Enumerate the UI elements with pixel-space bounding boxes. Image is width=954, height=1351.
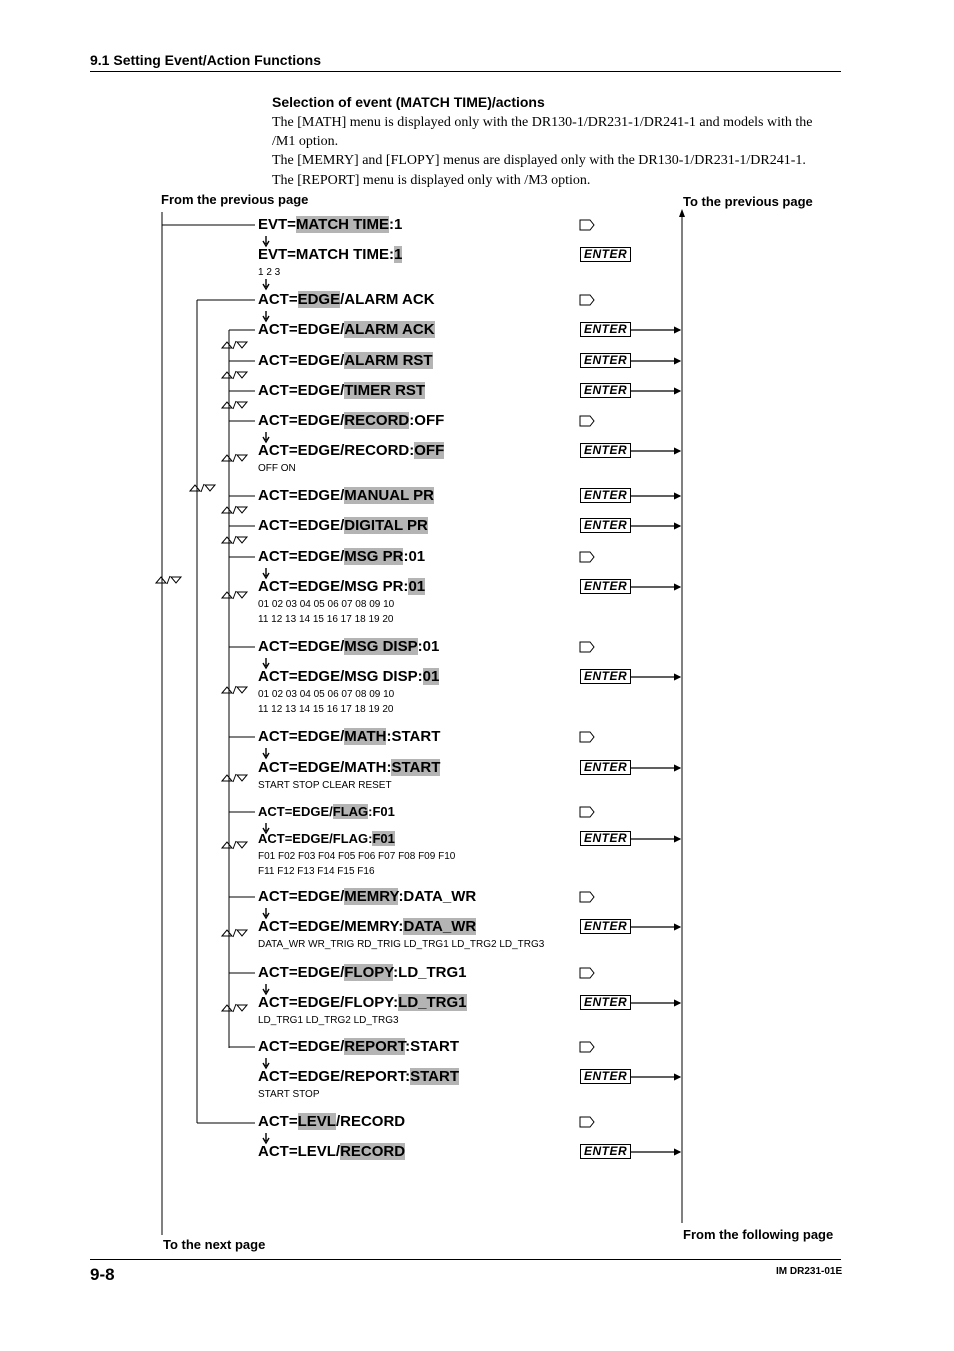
option-list: 1 2 3 [258, 267, 281, 278]
row-highlight: DIGITAL PR [344, 517, 428, 534]
row-prefix: ACT=EDGE/ [258, 487, 345, 504]
row-highlight: OFF [414, 442, 445, 459]
flow-row [258, 918, 476, 936]
up-key-icon [222, 455, 232, 461]
option-list: 11 12 13 14 15 16 17 18 19 20 [258, 704, 394, 715]
up-key-icon [222, 342, 232, 348]
down-key-icon [237, 842, 247, 848]
down-arrow [263, 1058, 269, 1068]
arrow-key-icon [580, 552, 594, 562]
flow-row [258, 1143, 405, 1161]
enter-key-icon: ENTER [580, 760, 631, 775]
from-following-page-label: From the following page [683, 1227, 834, 1242]
footer-rule [90, 1259, 841, 1260]
row-prefix: ACT=EDGE/ [258, 517, 345, 534]
row-highlight: START [391, 759, 441, 776]
row-suffix: /RECORD [335, 1113, 406, 1130]
flow-row [258, 352, 433, 370]
intro-paragraph-2: The [MEMRY] and [FLOPY] menus are displayed only with the DR130-1/DR231-1/DR241-1. [272, 153, 806, 168]
row-highlight: FLOPY [344, 964, 394, 981]
row-suffix: :OFF [409, 412, 445, 429]
row-highlight: MSG PR [344, 548, 404, 565]
row-highlight: LEVL [297, 1113, 336, 1130]
flow-row [258, 668, 439, 686]
down-arrow [263, 311, 269, 321]
up-key-icon [156, 577, 166, 583]
down-arrow [263, 1133, 269, 1143]
enter-key-icon: ENTER [580, 579, 631, 594]
from-previous-page-label: From the previous page [161, 192, 309, 207]
row-highlight: 01 [422, 668, 440, 685]
up-key-icon [222, 930, 232, 936]
to-previous-page-label: To the previous page [683, 194, 813, 209]
arrow-key-icon [580, 968, 594, 978]
up-key-icon [222, 537, 232, 543]
down-arrow [263, 236, 269, 246]
row-highlight: 1 [393, 246, 403, 263]
row-highlight: MSG DISP [344, 638, 418, 655]
flow-row [258, 888, 476, 906]
row-prefix: ACT=LEVL/ [258, 1143, 341, 1160]
subsection-heading: Selection of event (MATCH TIME)/actions [272, 94, 545, 110]
enter-key-icon: ENTER [580, 831, 631, 846]
row-prefix: ACT=EDGE/FLOPY: [258, 994, 399, 1011]
row-highlight: START [410, 1068, 459, 1085]
flow-row [258, 321, 435, 339]
down-key-icon [171, 577, 181, 583]
enter-key-icon: ENTER [580, 1144, 631, 1159]
option-list: F11 F12 F13 F14 F15 F16 [258, 866, 375, 877]
enter-key-icon: ENTER [580, 669, 631, 684]
row-prefix: ACT=EDGE/MEMRY: [258, 918, 404, 935]
intro-paragraph-1b: /M1 option. [272, 134, 339, 149]
flow-row [258, 442, 444, 460]
flow-row [258, 246, 402, 264]
row-suffix: :01 [417, 638, 440, 655]
row-prefix: ACT= [258, 291, 298, 308]
row-prefix: ACT=EDGE/ [258, 804, 333, 819]
row-highlight: RECORD [344, 412, 410, 429]
down-key-icon [237, 342, 247, 348]
row-highlight: 01 [408, 578, 426, 595]
row-suffix: :F01 [368, 804, 395, 819]
row-suffix: /ALARM ACK [340, 291, 435, 308]
option-list: DATA_WR WR_TRIG RD_TRIG LD_TRG1 LD_TRG2 LD_TRG3 [258, 939, 545, 950]
row-prefix: ACT=EDGE/RECORD: [258, 442, 415, 459]
row-highlight: ALARM ACK [344, 321, 435, 338]
flow-row [258, 412, 444, 430]
arrow-key-icon [580, 807, 594, 817]
down-key-icon [237, 687, 247, 693]
down-key-icon [237, 1005, 247, 1011]
option-list: 01 02 03 04 05 06 07 08 09 10 [258, 599, 395, 610]
row-prefix: ACT=EDGE/MSG PR: [258, 578, 409, 595]
arrow-key-icon [580, 1117, 594, 1127]
row-prefix: ACT=EDGE/ [258, 352, 345, 369]
row-highlight: RECORD [340, 1143, 406, 1160]
up-key-icon [222, 687, 232, 693]
row-highlight: F01 [372, 831, 395, 846]
down-key-icon [237, 402, 247, 408]
down-key-icon [237, 372, 247, 378]
row-highlight: MATH [344, 728, 387, 745]
flow-row [258, 1038, 459, 1056]
flow-row [258, 1068, 459, 1086]
enter-key-icon: ENTER [580, 353, 631, 368]
option-list: START STOP CLEAR RESET [258, 780, 392, 791]
row-prefix: ACT=EDGE/ [258, 1038, 345, 1055]
down-key-icon [237, 507, 247, 513]
row-highlight: TIMER RST [344, 382, 426, 399]
row-prefix: ACT=EDGE/ [258, 728, 345, 745]
row-prefix: ACT=EDGE/ [258, 382, 345, 399]
document-id: IM DR231-01E [776, 1266, 843, 1277]
down-key-icon [237, 775, 247, 781]
row-prefix: ACT=EDGE/MSG DISP: [258, 668, 423, 685]
row-prefix: ACT= [258, 1113, 298, 1130]
down-key-icon [237, 455, 247, 461]
up-key-icon [222, 842, 232, 848]
option-list: LD_TRG1 LD_TRG2 LD_TRG3 [258, 1015, 399, 1026]
flow-row [258, 578, 425, 596]
flow-row [258, 517, 428, 535]
enter-key-icon: ENTER [580, 322, 631, 337]
option-list: START STOP [258, 1089, 320, 1100]
row-highlight: MANUAL PR [344, 487, 434, 504]
up-key-icon [190, 485, 200, 491]
row-prefix: ACT=EDGE/FLAG: [258, 831, 373, 846]
row-suffix: :01 [403, 548, 426, 565]
down-arrow [263, 748, 269, 758]
flow-row [258, 964, 467, 982]
down-key-icon [237, 537, 247, 543]
row-highlight: MATCH TIME [295, 216, 389, 233]
arrow-key-icon [580, 1042, 594, 1052]
flow-row [258, 291, 435, 309]
arrow-key-icon [580, 892, 594, 902]
row-highlight: LD_TRG1 [398, 994, 467, 1011]
flow-row [258, 216, 402, 234]
row-prefix: ACT=EDGE/ [258, 888, 345, 905]
row-prefix: ACT=EDGE/ [258, 964, 345, 981]
up-key-icon [222, 507, 232, 513]
enter-key-icon: ENTER [580, 919, 631, 934]
arrow-key-icon [580, 732, 594, 742]
arrow-key-icon [580, 642, 594, 652]
row-prefix: ACT=EDGE/ [258, 321, 345, 338]
to-next-page-label: To the next page [163, 1237, 266, 1252]
flow-row [258, 548, 425, 566]
row-highlight: REPORT [344, 1038, 406, 1055]
page-number: 9-8 [90, 1265, 115, 1284]
section-title: 9.1 Setting Event/Action Functions [90, 52, 322, 68]
down-arrow [263, 568, 269, 578]
row-highlight: DATA_WR [403, 918, 477, 935]
row-prefix: ACT=EDGE/ [258, 638, 345, 655]
enter-key-icon: ENTER [580, 247, 631, 262]
row-prefix: ACT=EDGE/REPORT: [258, 1068, 411, 1085]
row-prefix: EVT=MATCH TIME: [258, 246, 394, 263]
row-highlight: EDGE [297, 291, 341, 308]
up-key-icon [222, 372, 232, 378]
down-key-icon [237, 592, 247, 598]
arrow-key-icon [580, 416, 594, 426]
option-list: 01 02 03 04 05 06 07 08 09 10 [258, 689, 395, 700]
down-arrow [263, 984, 269, 994]
option-list: OFF ON [258, 463, 296, 474]
intro-paragraph-3: The [REPORT] menu is displayed only with /M3 option. [272, 173, 591, 188]
down-key-icon [205, 485, 215, 491]
row-highlight: MEMRY [344, 888, 399, 905]
enter-key-icon: ENTER [580, 488, 631, 503]
enter-key-icon: ENTER [580, 995, 631, 1010]
enter-key-icon: ENTER [580, 443, 631, 458]
intro-paragraph-1a: The [MATH] menu is displayed only with the DR130-1/DR231-1/DR241-1 and models with the [272, 115, 813, 130]
option-list: 11 12 13 14 15 16 17 18 19 20 [258, 614, 394, 625]
option-list: F01 F02 F03 F04 F05 F06 F07 F08 F09 F10 [258, 851, 456, 862]
row-prefix: ACT=EDGE/ [258, 412, 345, 429]
down-arrow [263, 658, 269, 668]
row-suffix: :START [386, 728, 441, 745]
arrow-key-icon [580, 220, 594, 230]
flow-row [258, 994, 467, 1012]
row-prefix: ACT=EDGE/ [258, 548, 345, 565]
flow-row [258, 487, 434, 505]
row-suffix: :LD_TRG1 [393, 964, 467, 981]
up-key-icon [222, 1005, 232, 1011]
down-arrow [263, 432, 269, 442]
down-key-icon [237, 930, 247, 936]
down-arrow [263, 908, 269, 918]
row-prefix: EVT= [258, 216, 296, 233]
row-suffix: :START [405, 1038, 459, 1055]
row-prefix: ACT=EDGE/MATH: [258, 759, 392, 776]
row-suffix: :DATA_WR [398, 888, 477, 905]
flow-row [258, 759, 440, 777]
down-arrow [263, 279, 269, 289]
flow-row [258, 1113, 405, 1131]
flow-row [258, 803, 395, 821]
up-key-icon [222, 592, 232, 598]
flow-row [258, 728, 440, 746]
enter-key-icon: ENTER [580, 383, 631, 398]
flow-row [258, 382, 425, 400]
enter-key-icon: ENTER [580, 518, 631, 533]
up-key-icon [222, 775, 232, 781]
row-highlight: ALARM RST [344, 352, 433, 369]
enter-key-icon: ENTER [580, 1069, 631, 1084]
arrow-key-icon [580, 295, 594, 305]
flow-row [258, 638, 439, 656]
flow-row [258, 830, 395, 848]
up-key-icon [222, 402, 232, 408]
row-highlight: FLAG [332, 804, 369, 819]
row-suffix: :1 [388, 216, 403, 233]
